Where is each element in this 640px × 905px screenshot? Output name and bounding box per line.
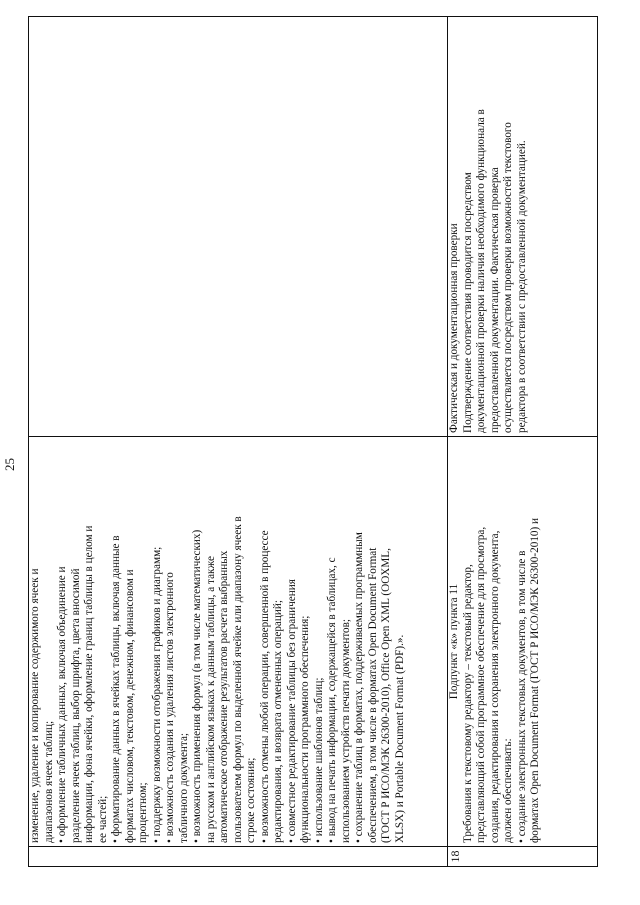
text-line: изменение, удаление и копирование содержимого ячеек и <box>29 568 41 843</box>
text-line: документационной проверки наличия необходимого функционала в <box>475 109 487 433</box>
row-number-cell: 18 <box>448 847 598 867</box>
table-row <box>448 17 598 867</box>
text-line: редактирования, и возврата отмененных операций; <box>272 600 284 843</box>
text-line: • возможность отмены любой операции, совершенной в процессе <box>258 530 271 843</box>
page-number: 25 <box>2 458 17 471</box>
text-line: Фактическая и документационная проверки <box>448 223 460 433</box>
table-row <box>29 17 448 867</box>
text-line: обеспечением, в том числе в форматах Open Document Format <box>366 547 379 843</box>
subpoint-title: Подпункт «к» пункта 11 <box>448 583 460 700</box>
verification-method-cell <box>29 17 448 437</box>
requirements-table <box>28 16 598 867</box>
text-line: форматах Open Document Format (ГОСТ Р ИСО/МЭК 26300-2010) и <box>529 517 541 843</box>
text-line: предоставленной документации. Фактическая проверка <box>488 167 501 433</box>
text-line: диапазонов ячеек таблиц; <box>42 720 55 843</box>
text-line: пользователем формул по выделенной ячейке или диапазону ячеек в <box>231 516 244 843</box>
text-line: форматах числовом, текстовом, денежном, финансовом и <box>123 569 136 843</box>
text-line: • оформление табличных данных, включая объединение и <box>56 566 68 843</box>
text-line: (ГОСТ Р ИСО/МЭК 26300-2010), Office Open XML (OOXML, <box>380 548 392 843</box>
text-line: создания, редактирования и сохранения электронного документа, <box>488 530 501 843</box>
verification-method-text <box>448 20 529 433</box>
text-line: информации, фона ячейки, оформление границ таблицы в целом и <box>83 525 95 843</box>
text-line: • сохранение таблиц в форматах, поддерживаемых программным <box>353 532 365 843</box>
text-line: представляющий собой программное обеспечение для просмотра, <box>475 526 487 843</box>
text-line: • возможность применения формул (в том числе математических) <box>191 529 203 843</box>
requirement-text <box>29 440 407 843</box>
text-line: использованием устройств печати документов; <box>339 618 352 843</box>
text-line: • использование шаблонов таблиц; <box>312 677 325 843</box>
text-line: строке состояния; <box>245 757 257 843</box>
text-line: осуществляется посредством проверки возможностей текстового <box>502 122 514 433</box>
requirement-cell <box>448 437 598 847</box>
text-line: автоматическое отображение результатов расчета выбранных <box>218 550 230 843</box>
text-line: процентном; <box>137 782 149 843</box>
text-line: XLSX) и Portable Document Format (PDF).». <box>393 634 406 843</box>
text-line: • возможность создания и удаления листов электронного <box>164 572 176 843</box>
text-line: Требования к текстовому редактору – текстовый редактор, <box>461 564 474 843</box>
text-line: табличного документа; <box>177 732 190 843</box>
text-line: Подтверждение соответствия проводится посредством <box>461 172 474 433</box>
text-line: • форматирование данных в ячейках таблицы, включая данные в <box>110 535 122 843</box>
requirement-cell <box>29 437 448 847</box>
text-line: • вывод на печать информации, содержащейся в таблицах, с <box>326 557 338 843</box>
text-line: • поддержку возможности отображения графиков и диаграмм; <box>150 546 163 843</box>
row-number-cell <box>29 847 448 867</box>
text-line: ее частей; <box>96 795 109 843</box>
text-line: • совместное редактирование таблицы без ограничения <box>285 579 298 843</box>
verification-method-cell <box>448 17 598 437</box>
text-line: на русском и английском языках к данным таблицы, а также <box>204 555 217 843</box>
requirement-text <box>462 440 543 843</box>
text-line: редактора в соответствии с предоставленной документацией. <box>515 140 528 433</box>
text-line: разделение ячеек таблиц, выбор шрифта, цвета вносимой <box>69 568 82 843</box>
text-line: должен обеспечивать: <box>502 738 514 843</box>
text-line: • создание электронных текстовых документов, в том числе в <box>515 550 528 843</box>
text-line: функциональности программного обеспечения; <box>299 615 311 843</box>
